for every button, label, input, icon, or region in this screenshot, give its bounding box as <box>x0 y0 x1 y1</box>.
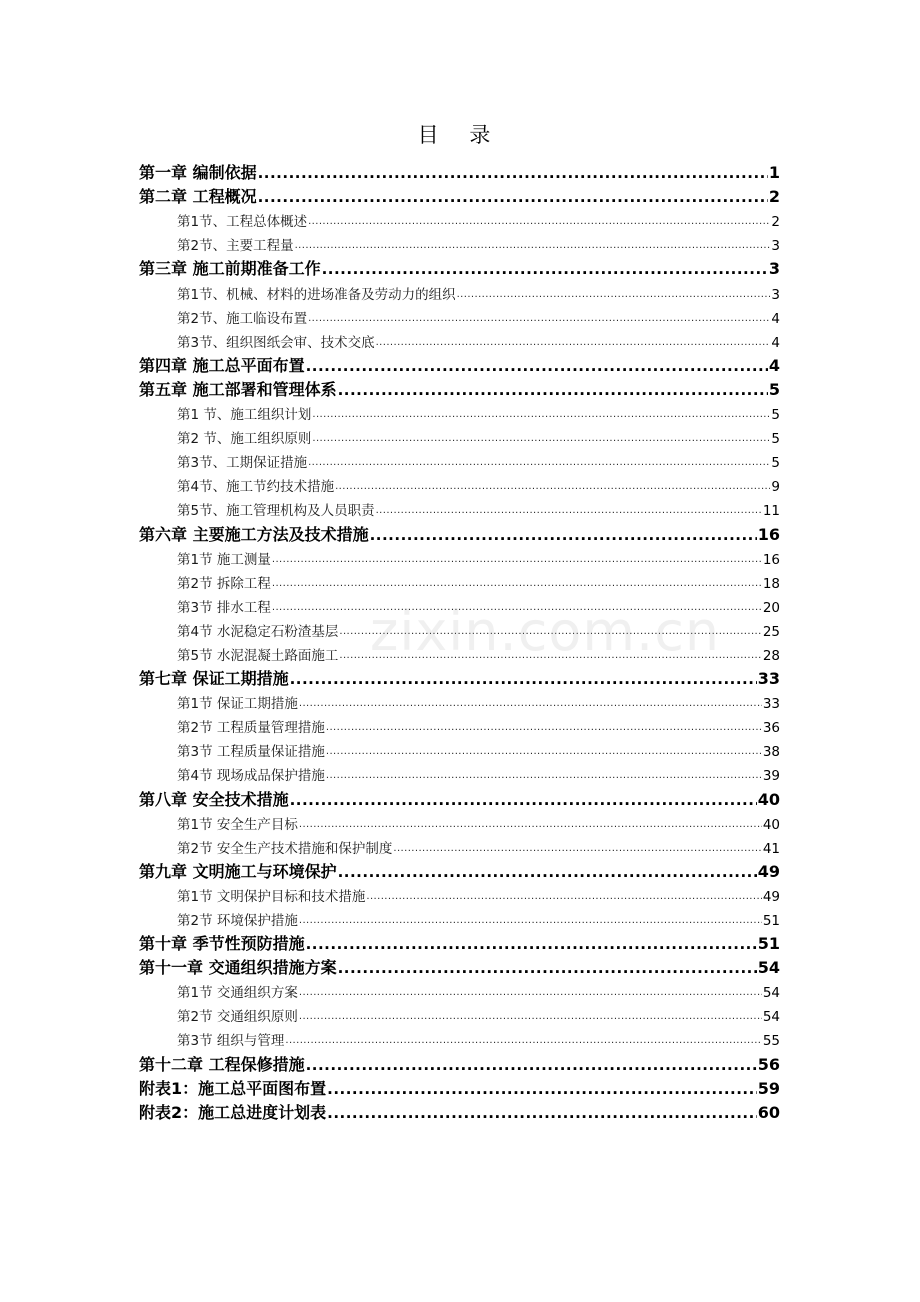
toc-dot-leader <box>338 958 757 978</box>
toc-dot-leader <box>312 406 770 424</box>
toc-page-number: 3 <box>771 238 780 255</box>
toc-dot-leader <box>299 984 762 1002</box>
toc-dot-leader <box>308 213 770 231</box>
toc-page-number: 51 <box>757 934 780 954</box>
toc-dot-leader <box>457 286 771 304</box>
toc-section-entry[interactable] <box>139 545 780 569</box>
toc-chapter-entry[interactable] <box>139 183 780 207</box>
toc-section-entry[interactable] <box>139 448 780 472</box>
toc-dot-leader <box>295 237 771 255</box>
toc-page-number: 11 <box>762 503 780 520</box>
toc-page-number: 4 <box>771 334 780 351</box>
toc-entry-label: 第五章 施工部署和管理体系 <box>139 379 337 399</box>
toc-page-number: 40 <box>762 816 780 833</box>
toc-entry-label: 第六章 主要施工方法及技术措施 <box>139 524 369 544</box>
toc-dot-leader <box>335 478 770 496</box>
toc-dot-leader <box>339 647 761 665</box>
toc-page-number: 41 <box>762 840 780 857</box>
toc-dot-leader <box>290 669 757 689</box>
toc-dot-leader <box>393 840 761 858</box>
toc-entry-label: 第2节、施工临设布置 <box>177 310 308 327</box>
toc-entry-label: 第2节 拆除工程 <box>177 575 271 592</box>
toc-chapter-entry[interactable] <box>139 352 780 376</box>
toc-section-entry[interactable] <box>139 737 780 761</box>
toc-section-entry[interactable] <box>139 713 780 737</box>
toc-entry-label: 第八章 安全技术措施 <box>139 789 289 809</box>
toc-page-number: 2 <box>768 187 780 207</box>
toc-page-number: 9 <box>771 479 780 496</box>
toc-chapter-entry[interactable] <box>139 954 780 978</box>
toc-section-entry[interactable] <box>139 207 780 231</box>
toc-section-entry[interactable] <box>139 496 780 520</box>
toc-dot-leader <box>299 912 762 930</box>
toc-section-entry[interactable] <box>139 882 780 906</box>
toc-page-number: 36 <box>762 720 780 737</box>
toc-entry-label: 第4节 水泥稳定石粉渣基层 <box>177 623 339 640</box>
toc-dot-leader <box>326 767 762 785</box>
toc-page-number: 16 <box>762 551 780 568</box>
toc-chapter-entry[interactable] <box>139 376 780 400</box>
toc-dot-leader <box>327 1103 757 1123</box>
toc-dot-leader <box>272 575 762 593</box>
toc-dot-leader <box>285 1032 761 1050</box>
toc-entry-label: 第2节 交通组织原则 <box>177 1009 298 1026</box>
toc-entry-label: 第2 节、施工组织原则 <box>177 431 312 448</box>
toc-section-entry[interactable] <box>139 279 780 303</box>
toc-chapter-entry[interactable] <box>139 665 780 689</box>
toc-page-number: 40 <box>757 789 780 809</box>
toc-entry-label: 第2节、主要工程量 <box>177 238 294 255</box>
toc-section-entry[interactable] <box>139 1026 780 1050</box>
toc-chapter-entry[interactable] <box>139 930 780 954</box>
toc-page-number: 49 <box>762 888 780 905</box>
toc-section-entry[interactable] <box>139 304 780 328</box>
toc-section-entry[interactable] <box>139 424 780 448</box>
toc-dot-leader <box>306 356 768 376</box>
toc-dot-leader <box>308 454 770 472</box>
toc-entry-label: 第七章 保证工期措施 <box>139 669 289 689</box>
toc-section-entry[interactable] <box>139 593 780 617</box>
table-of-contents <box>139 159 780 1123</box>
toc-dot-leader <box>326 719 762 737</box>
toc-dot-leader <box>322 259 768 279</box>
toc-dot-leader <box>376 502 762 520</box>
toc-chapter-entry[interactable] <box>139 1099 780 1123</box>
toc-entry-label: 第2节 工程质量管理措施 <box>177 720 325 737</box>
toc-page-number: 55 <box>762 1033 780 1050</box>
toc-section-entry[interactable] <box>139 906 780 930</box>
toc-page-number: 5 <box>771 407 780 424</box>
toc-entry-label: 附表2：施工总进度计划表 <box>139 1102 327 1122</box>
toc-entry-label: 第3节 组织与管理 <box>177 1033 285 1050</box>
toc-dot-leader <box>306 1055 757 1075</box>
toc-page-number: 28 <box>762 647 780 664</box>
toc-page-number: 3 <box>771 286 780 303</box>
toc-dot-leader <box>258 163 768 183</box>
toc-entry-label: 第2节 环境保护措施 <box>177 913 298 929</box>
toc-section-entry[interactable] <box>139 689 780 713</box>
toc-dot-leader <box>308 310 770 328</box>
toc-section-entry[interactable] <box>139 834 780 858</box>
toc-chapter-entry[interactable] <box>139 785 780 809</box>
toc-dot-leader <box>272 551 762 569</box>
toc-dot-leader <box>326 743 762 761</box>
toc-entry-label: 第2节 安全生产技术措施和保护制度 <box>177 840 393 857</box>
watermark: zixin.com.cn <box>370 600 721 663</box>
toc-entry-label: 第一章 编制依据 <box>139 163 257 183</box>
toc-page-number: 49 <box>757 861 780 881</box>
toc-page-number: 5 <box>771 455 780 472</box>
toc-entry-label: 第1节 交通组织方案 <box>177 985 298 1002</box>
toc-page-number: 20 <box>762 599 780 616</box>
toc-page-number: 5 <box>771 431 780 448</box>
toc-section-entry[interactable] <box>139 231 780 255</box>
toc-dot-leader <box>338 380 768 400</box>
toc-entry-label: 第1节 文明保护目标和技术措施 <box>177 888 366 905</box>
toc-page-number: 54 <box>762 985 780 1002</box>
toc-dot-leader <box>299 1008 762 1026</box>
toc-page-number: 3 <box>768 259 780 279</box>
toc-page-number: 25 <box>762 623 780 640</box>
toc-chapter-entry[interactable] <box>139 858 780 882</box>
toc-chapter-entry[interactable] <box>139 159 780 183</box>
toc-section-entry[interactable] <box>139 617 780 641</box>
toc-page-number: 18 <box>762 575 780 592</box>
toc-dot-leader <box>327 1079 757 1099</box>
toc-entry-label: 第3节 排水工程 <box>177 599 271 616</box>
toc-section-entry[interactable] <box>139 472 780 496</box>
toc-dot-leader <box>272 599 762 617</box>
toc-page-number: 16 <box>757 524 780 544</box>
toc-page-number: 4 <box>771 310 780 327</box>
toc-entry-label: 第十一章 交通组织措施方案 <box>139 958 337 978</box>
toc-entry-label: 第3节、工期保证措施 <box>177 455 308 472</box>
toc-dot-leader <box>258 187 768 207</box>
toc-page-number: 33 <box>757 669 780 689</box>
toc-entry-label: 第1节 安全生产目标 <box>177 816 298 833</box>
toc-section-entry[interactable] <box>139 400 780 424</box>
toc-entry-label: 第三章 施工前期准备工作 <box>139 259 321 279</box>
toc-page-number: 5 <box>768 379 780 399</box>
toc-page-number: 54 <box>762 1009 780 1026</box>
toc-entry-label: 第四章 施工总平面布置 <box>139 355 305 375</box>
toc-page-number: 51 <box>762 913 780 929</box>
toc-chapter-entry[interactable] <box>139 1050 780 1074</box>
toc-entry-label: 第5节、施工管理机构及人员职责 <box>177 503 375 520</box>
toc-dot-leader <box>312 430 770 448</box>
toc-page-number: 1 <box>768 163 780 183</box>
toc-section-entry[interactable] <box>139 761 780 785</box>
toc-entry-label: 第1节、机械、材料的进场准备及劳动力的组织 <box>177 286 456 303</box>
toc-entry-label: 第3节 工程质量保证措施 <box>177 744 325 761</box>
toc-entry-label: 第1节 保证工期措施 <box>177 696 298 713</box>
toc-page-number: 2 <box>771 214 780 231</box>
toc-page-number: 4 <box>768 355 780 375</box>
toc-title: 目 录 <box>417 123 503 147</box>
toc-page-number: 59 <box>757 1078 780 1098</box>
toc-page-number: 38 <box>762 744 780 761</box>
toc-section-entry[interactable] <box>139 978 780 1002</box>
toc-page-number: 56 <box>757 1054 780 1074</box>
toc-entry-label: 第二章 工程概况 <box>139 187 257 207</box>
toc-entry-label: 第1节、工程总体概述 <box>177 214 308 231</box>
toc-entry-label: 第九章 文明施工与环境保护 <box>139 861 337 881</box>
toc-section-entry[interactable] <box>139 1002 780 1026</box>
toc-page-number: 33 <box>762 696 780 713</box>
toc-dot-leader <box>339 623 761 641</box>
toc-entry-label: 第3节、组织图纸会审、技术交底 <box>177 334 375 351</box>
toc-page-number: 54 <box>757 958 780 978</box>
toc-chapter-entry[interactable] <box>139 1075 780 1099</box>
toc-entry-label: 第4节、施工节约技术措施 <box>177 479 335 496</box>
toc-section-entry[interactable] <box>139 810 780 834</box>
toc-section-entry[interactable] <box>139 328 780 352</box>
toc-entry-label: 第5节 水泥混凝土路面施工 <box>177 647 339 664</box>
toc-section-entry[interactable] <box>139 569 780 593</box>
toc-dot-leader <box>366 888 761 906</box>
toc-page-number: 39 <box>762 768 780 785</box>
toc-entry-label: 第十二章 工程保修措施 <box>139 1054 305 1074</box>
toc-entry-label: 第1 节、施工组织计划 <box>177 407 312 424</box>
toc-dot-leader <box>370 525 757 545</box>
toc-dot-leader <box>376 334 771 352</box>
toc-section-entry[interactable] <box>139 641 780 665</box>
toc-entry-label: 第十章 季节性预防措施 <box>139 934 305 954</box>
toc-entry-label: 第4节 现场成品保护措施 <box>177 768 325 785</box>
toc-chapter-entry[interactable] <box>139 520 780 544</box>
toc-dot-leader <box>299 816 762 834</box>
toc-entry-label: 第1节 施工测量 <box>177 551 271 568</box>
toc-dot-leader <box>299 695 762 713</box>
toc-dot-leader <box>338 862 757 882</box>
toc-dot-leader <box>306 934 757 954</box>
toc-entry-label: 附表1：施工总平面图布置 <box>139 1078 327 1098</box>
toc-page-number: 60 <box>757 1102 780 1122</box>
toc-chapter-entry[interactable] <box>139 255 780 279</box>
toc-dot-leader <box>290 790 757 810</box>
